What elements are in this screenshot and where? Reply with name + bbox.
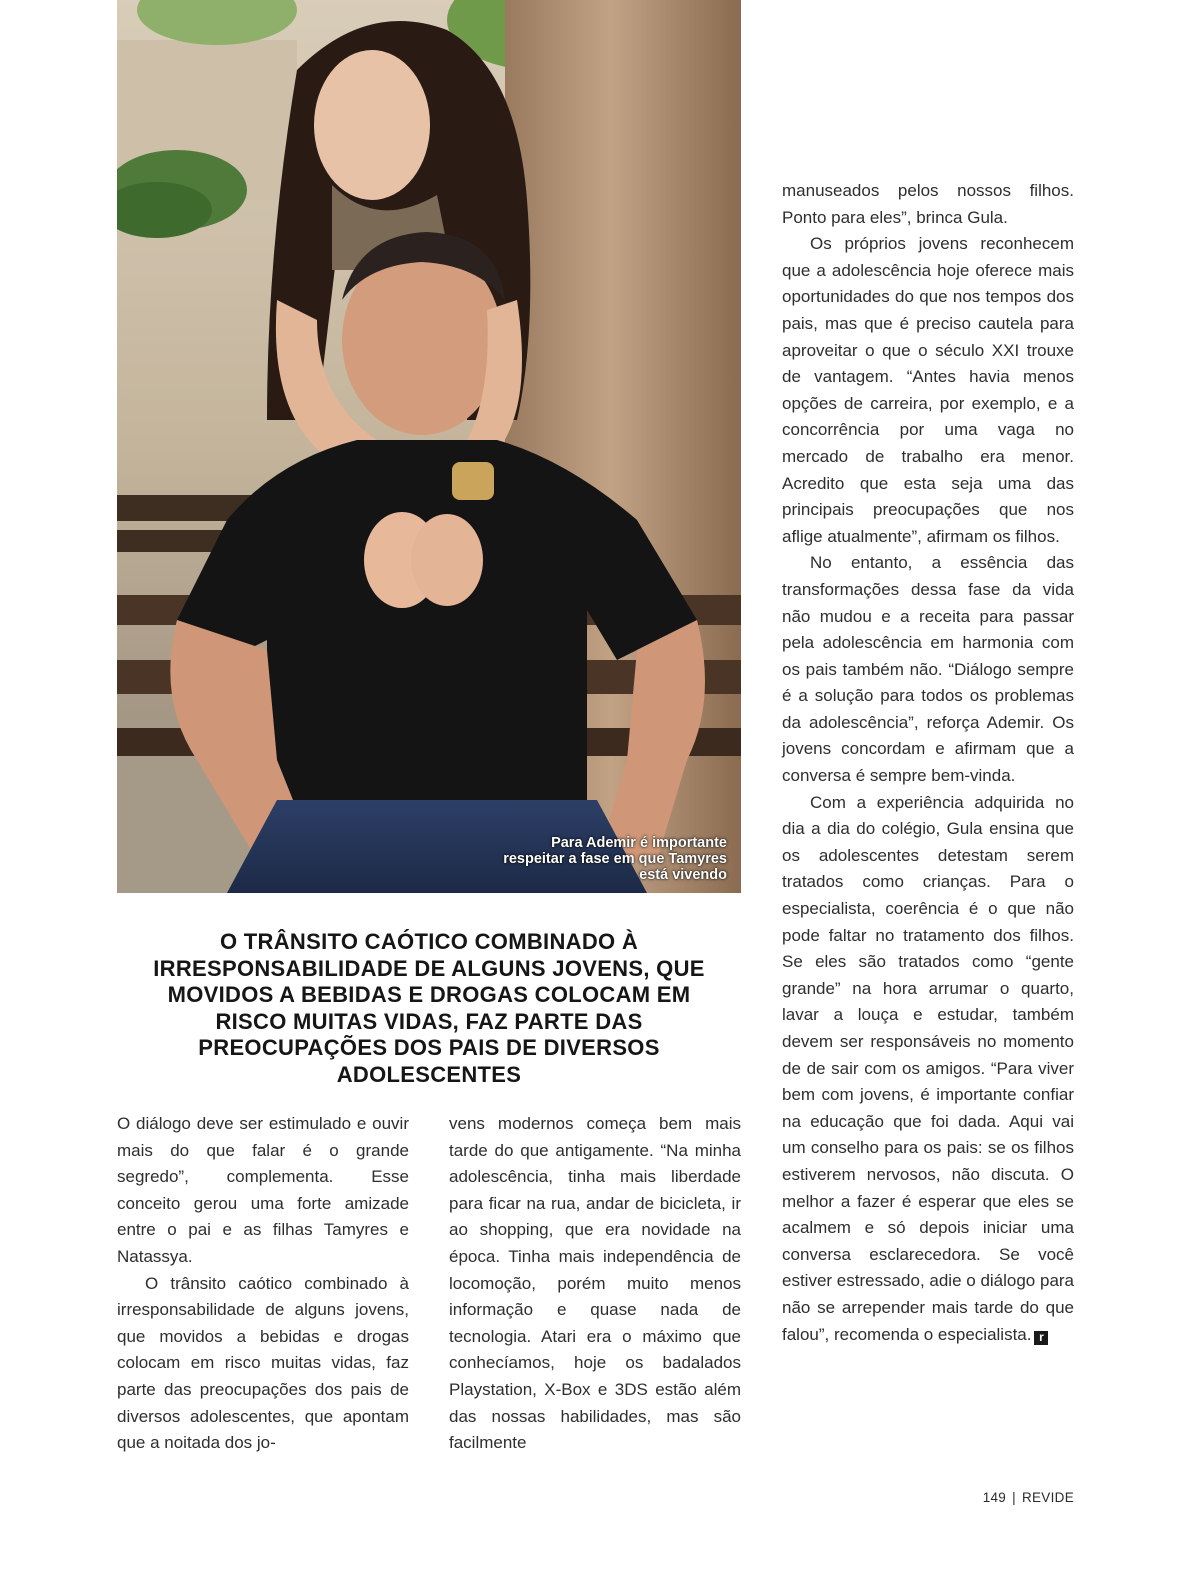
- article-photo: [117, 0, 741, 893]
- text-column-1: [117, 1111, 409, 1457]
- paragraph: O trânsito caótico combinado à irresponsabilidade de alguns jovens, que movidos a bebidas e drogas colocam em risco muitas vidas, faz parte das preocupações dos pais de diversos adolescentes, que apontam que a noitada dos jo-: [117, 1273, 409, 1453]
- text-column-3: [782, 178, 1074, 1348]
- photo-illustration: [117, 0, 741, 893]
- paragraph: Os próprios jovens reconhecem que a adolescência hoje oferece mais oportunidades do que nos tempos dos pais, mas que é preciso cautela para aproveitar o que o século XXI trouxe de vantagem. “Antes havia menos opções de carreira, por exemplo, e a concorrência por uma vaga no mercado de trabalho era menor. Acredito que esta seja uma das principais preocupações que nos aflige atualmente”, afirmam os filhos.: [782, 234, 1074, 546]
- paragraph: vens modernos começa bem mais tarde do que antigamente. “Na minha adolescência, tinha mais liberdade para ficar na rua, andar de bicicleta, ir ao shopping, que era novidade na época. Tinha mais independência de locomoção, porém muito menos informação e quase nada de tecnologia. Atari era o máximo que conhecíamos, hoje os badalados Playstation, X-Box e 3DS estão além das nossas habilidades, mas são facilmente: [449, 1114, 741, 1453]
- paragraph: manuseados pelos nossos filhos. Ponto para eles”, brinca Gula.: [782, 181, 1074, 227]
- paragraph-last: [782, 790, 1074, 1348]
- pull-quote: O TRÂNSITO CAÓTICO COMBINADO À IRRESPONSABILIDADE DE ALGUNS JOVENS, QUE MOVIDOS A BEBIDAS E DROGAS COLOCAM EM RISCO MUITAS VIDAS, FAZ PARTE DAS PREOCUPAÇÕES DOS PAIS DE DIVERSOS ADOLESCENTES: [153, 929, 705, 1087]
- paragraph-text: Com a experiência adquirida no dia a dia do colégio, Gula ensina que os adolescentes detestam serem tratados como crianças. Para o especialista, coerência é o que não pode faltar no tratamento dos filhos. Se eles são tratados como “gente grande” na hora arrumar o quarto, lavar a louça e estudar, também devem ser responsáveis no momento de de sair com os amigos. “Para viver bem com jovens, é importante confiar na educação que foi dada. Aqui vai um conselho para os pais: se os filhos estiverem nervosos, não discuta. O melhor a fazer é esperar que eles se acalmem e só depois iniciar uma conversa esclarecedora. Se você estiver estressado, adie o diálogo para não se arrepender mais tarde do que falou”, recomenda o especialista.: [782, 792, 1075, 1344]
- text-column-2: [449, 1111, 741, 1457]
- magazine-name: REVIDE: [1021, 1490, 1074, 1505]
- page-footer: [983, 1490, 1074, 1505]
- footer-separator: |: [1012, 1490, 1016, 1505]
- page-number: 149: [982, 1490, 1007, 1505]
- paragraph: O diálogo deve ser estimulado e ouvir mais do que falar é o grande segredo”, complementa. Esse conceito gerou uma forte amizade entre o pai e as filhas Tamyres e Natassya.: [117, 1114, 409, 1266]
- paragraph: No entanto, a essência das transformações dessa fase da vida não mudou e a receita para passar pela adolescência em harmonia com os pais também não. “Diálogo sempre é a solução para todos os problemas da adolescência”, reforça Ademir. Os jovens concordam e afirmam que a conversa é sempre bem-vinda.: [782, 553, 1074, 786]
- end-mark-icon: r: [1034, 1331, 1048, 1345]
- photo-caption: Para Ademir é importante respeitar a fase em que Tamyres está vivendo: [503, 835, 727, 883]
